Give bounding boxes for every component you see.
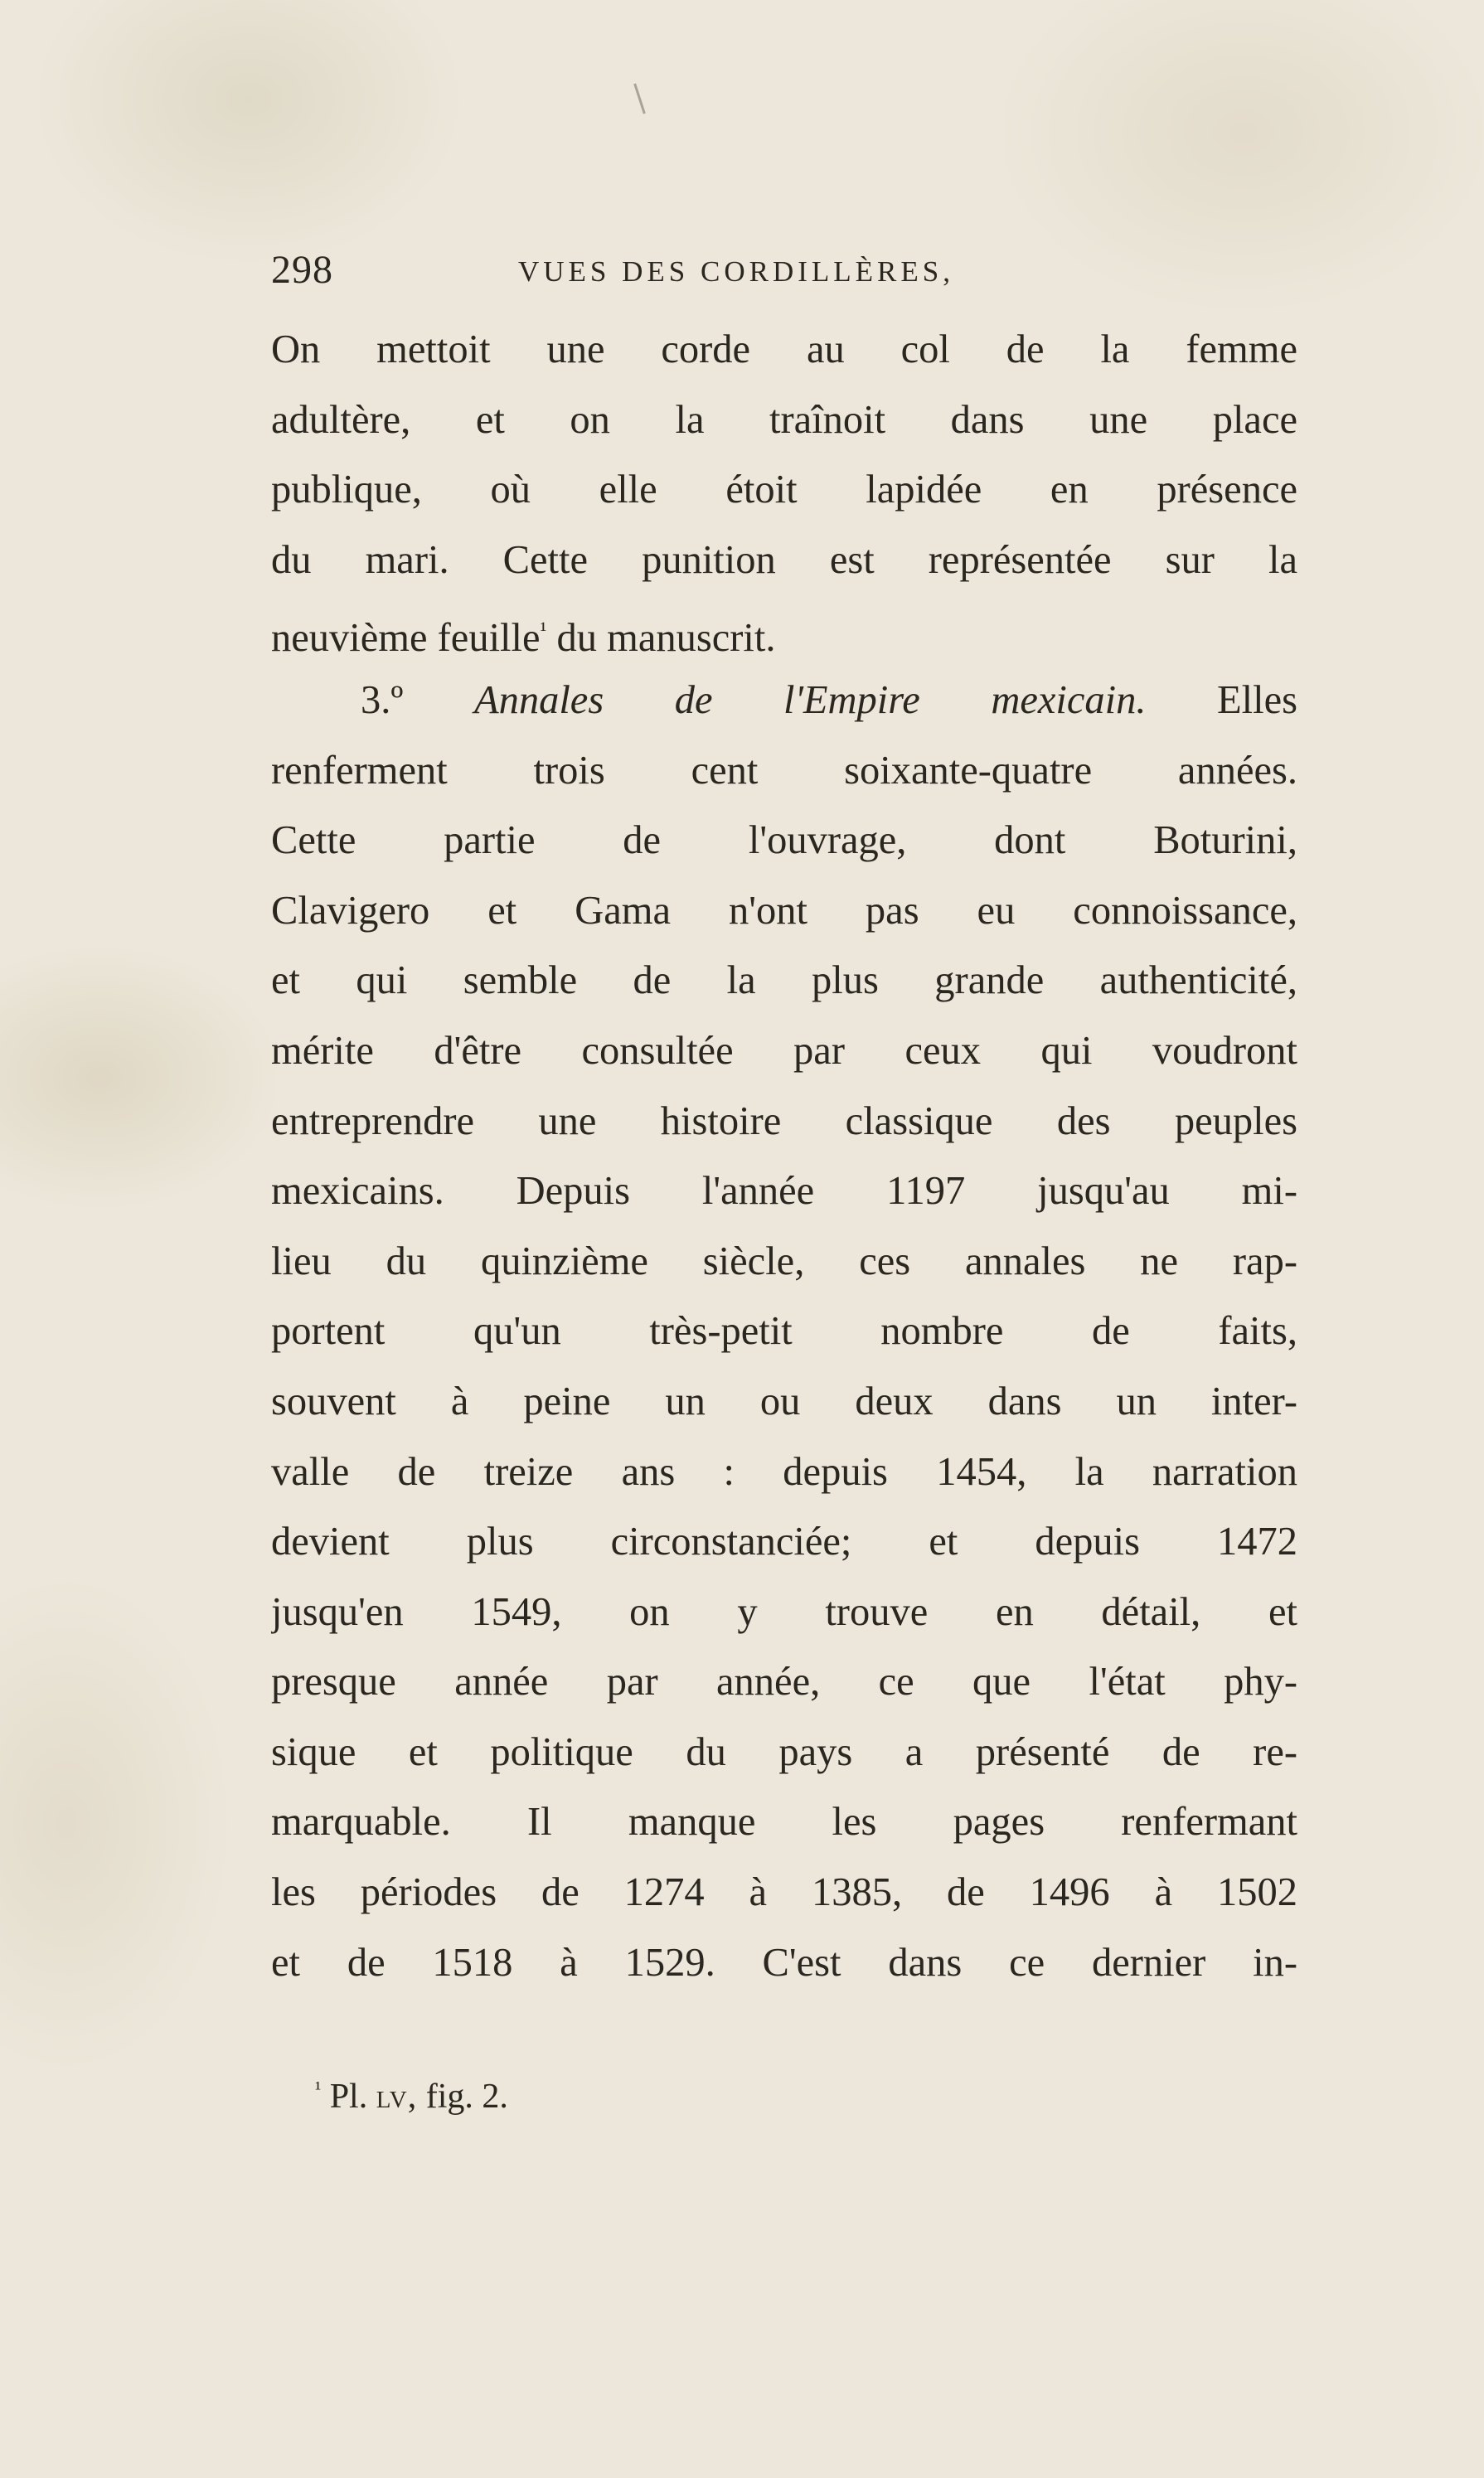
- text-line: publique, où elle étoit lapidée en présence: [271, 468, 1297, 512]
- body-text: [271, 315, 1297, 1998]
- text-line: marquable. Il manque les pages renfermant: [271, 1800, 1297, 1845]
- text-line: et de 1518 à 1529. C'est dans ce dernier in-: [271, 1940, 1297, 1985]
- section-number: 3.º: [361, 677, 404, 722]
- text-line: du mari. Cette punition est représentée sur la: [271, 537, 1297, 582]
- text-line: Clavigero et Gama n'ont pas eu connoissance,: [271, 888, 1297, 933]
- stray-ink-mark: [633, 83, 646, 114]
- text-line: portent qu'un très-petit nombre de faits,: [271, 1309, 1297, 1354]
- footnote-reference: ¹: [540, 618, 547, 643]
- running-head: [271, 245, 1299, 295]
- text-line: valle de treize ans : depuis 1454, la narration: [271, 1449, 1297, 1494]
- text-fragment: neuvième feuille: [271, 616, 541, 661]
- text-line: [271, 595, 1297, 666]
- text-line: jusqu'en 1549, on y trouve en détail, et: [271, 1589, 1297, 1634]
- text-line: les périodes de 1274 à 1385, de 1496 à 1502: [271, 1870, 1297, 1915]
- page-number: 298: [271, 248, 333, 292]
- text-line: On mettoit une corde au col de la femme: [271, 327, 1297, 371]
- section-title: Annales de l'Empire mexicain.: [473, 677, 1147, 722]
- footnote-plate-number: lv,: [376, 2078, 418, 2116]
- footnote-plate-label: Pl.: [329, 2078, 368, 2116]
- text-line: adultère, et on la traînoit dans une place: [271, 397, 1297, 442]
- text-line: et qui semble de la plus grande authenticité,: [271, 958, 1297, 1003]
- text-line: Cette partie de l'ouvrage, dont Boturini,: [271, 818, 1297, 863]
- footnote-marker: ¹: [315, 2078, 322, 2100]
- footnote: [315, 2064, 508, 2122]
- text-line: renferment trois cent soixante-quatre années.: [271, 748, 1297, 793]
- text-line: lieu du quinzième siècle, ces annales ne rap-: [271, 1239, 1297, 1283]
- text-line: souvent à peine un ou deux dans un inter-: [271, 1379, 1297, 1423]
- text-fragment: du manuscrit.: [556, 616, 776, 661]
- running-head-title: VUES DES CORDILLÈRES,: [518, 255, 954, 288]
- text-line: sique et politique du pays a présenté de re-: [271, 1729, 1297, 1774]
- text-line: entreprendre une histoire classique des peuples: [271, 1098, 1297, 1143]
- text-line: presque année par année, ce que l'état phy-: [271, 1660, 1297, 1705]
- footnote-figure: fig. 2.: [425, 2078, 508, 2116]
- text-line: devient plus circonstanciée; et depuis 1472: [271, 1520, 1297, 1564]
- section-heading-line: [271, 666, 1297, 736]
- text-line: mexicains. Depuis l'année 1197 jusqu'au mi-: [271, 1169, 1297, 1214]
- text-fragment: Elles: [1217, 677, 1297, 722]
- text-line: mérite d'être consultée par ceux qui voudront: [271, 1028, 1297, 1073]
